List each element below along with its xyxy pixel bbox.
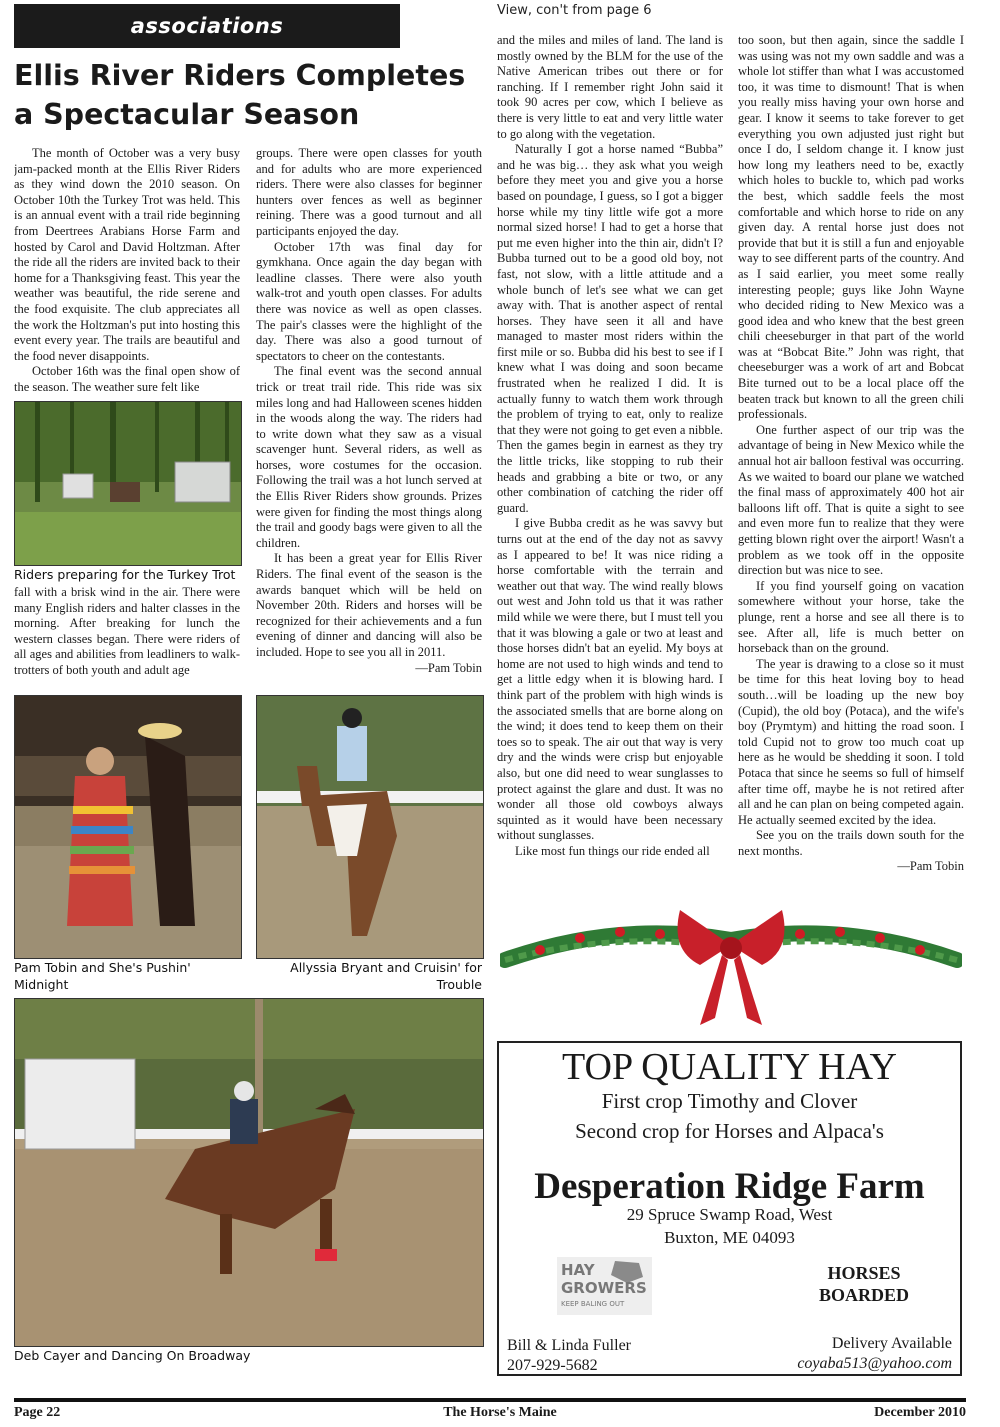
paragraph: fall with a brisk wind in the air. There were many English riders and halter classes in the morning. After breaking for lunch the western classes began. There were riders of all ages and abilities from leadliners to walk-trotters of both youth and adult age (14, 585, 240, 677)
ad-owners: Bill & Linda Fuller (507, 1337, 631, 1354)
article-headline: Ellis River Riders Completes a Spectacular Season (14, 59, 466, 131)
ad-email[interactable]: coyaba513@yahoo.com (797, 1355, 952, 1372)
ad-address-1: 29 Spruce Swamp Road, West (626, 1205, 833, 1224)
paragraph: groups. There were open classes for youth and for adults who are more experienced riders. There were also classes for beginner hunters over fences as well as beginner reining. There was a good turnout and all participants enjoyed the day. (256, 146, 482, 238)
caption-pam-tobin: Pam Tobin and She's Pushin' Midnight (14, 960, 191, 992)
hay-growers-logo (557, 1257, 652, 1315)
hay-advertisement (497, 1041, 962, 1376)
footer-date: December 2010 (874, 1405, 966, 1420)
caption-allyssia-bryant: Allyssia Bryant and Cruisin' for Trouble (290, 960, 482, 992)
paragraph: and the miles and miles of land. The land is mostly owned by the BLM for the use of the Native American tribes out there or for ranching. If I remember right John said it took 90 acres per cow, which I believe as there is very little to eat and very little water to go along with the vegetation. (497, 33, 723, 141)
paragraph: too soon, but then again, since the saddle I was using was not my own saddle and was a whole lot stiffer than what I was accustomed too, it was time to dismount! That is when you really miss having your own horse and gear. I know it seems to take forever to get everything you own adjusted just right but once I do, I seldom change it. I know just how long my leathers need to be, exactly which holes to buckle to, which pad works the best, which saddle feels the most comfortable and which horse to ride on any given day. A rental horse just does not provide that but it is still a fun and enjoyable way to see different parts of the country. And as I said earlier, you meet some really interesting people; guys like John Wayne who decided riding to New Mexico was a good idea and who knew that the best green chili cheeseburger in that part of the world was at “Bobcat Bite.” John was right, that cheeseburger was a work of art and Bobcat Bite turned out to be a local place off the beaten track but known to all the green chili professionals. (738, 33, 964, 422)
signature: —Pam Tobin (897, 859, 964, 871)
logo-tagline: KEEP BALING OUT (561, 1300, 625, 1308)
ad-address-2: Buxton, ME 04093 (664, 1228, 795, 1247)
ad-line-1: First crop Timothy and Clover (601, 1089, 858, 1113)
footer-rule (14, 1398, 966, 1402)
holiday-garland-graphic (500, 900, 962, 1030)
paragraph: The year is drawing to a close so it must be time for this heat loving boy to head south…will be loading up the new boy (Cupid), the old boy (Potaca), and the wife's boy (Prymtym) and hitting the road soon. I told Cupid not to grow too much coat up here as he would be shedding it soon. I told Potaca that since he seems so full of himself after time off, maybe he is not retired after all and he can plan on being competed again. He actually seemed excited by the idea. (738, 656, 964, 827)
paragraph: If you find yourself going on vacation somewhere without your horse, take the plunge, rent a horse and see all there is to see. After all, life is much better on horseback than on the ground. (738, 578, 964, 656)
paragraph: Like most fun things our ride ended all (515, 843, 710, 858)
paragraph: Naturally I got a horse named “Bubba” and he was big… they ask what you weigh before they meet you and give you a horse based on poundage, I guess, so I got a bigger horse while my tiny little wife got a more normal sized horse! I had to get a horse that put me even higher into the thin air, didn't I? Bubba turned out to be a good old boy, not fast, not slow, with a little attitude and a whole bunch of let's see what we can get away with. That is another aspect of rental horses. They have seen it all and have managed to master most riders within the first mile or so. Bubba did his best to see if I knew what I was doing and soon became frustrated when he realized I did. It is actually funny to watch them work through the problem of trying to eat, only to realize that they were not going to get even a nibble. Then the games begin in earnest as they try the little tricks, like stopping to rub their heads and grabbing a bite or two, or any other combination of catching the rider off guard. (497, 142, 723, 515)
footer-page-number: Page 22 (14, 1405, 61, 1420)
photo-pam-tobin (14, 695, 242, 959)
continued-note: View, con't from page 6 (497, 3, 652, 18)
footer-publication: The Horse's Maine (443, 1405, 557, 1420)
article1-column1 (14, 146, 240, 396)
article1-column1-cont (14, 585, 240, 683)
article2-column4 (738, 33, 964, 871)
section-label: associations (14, 4, 400, 48)
paragraph: See you on the trails down south for the next months. (738, 828, 964, 858)
ad-delivery: Delivery Available (831, 1335, 952, 1352)
photo-deb-cayer (14, 998, 484, 1347)
paragraph: One further aspect of our trip was the advantage of being in New Mexico while the annual hot air balloon festival was occurring. As we waited to board our plane we watched the final mass of approximately 400 hot air balloons lift off. That is quite a sight to see and even more fun to realize that they were getting blown right over the airport! Wasn't a problem as we took off in the opposite direction but was nice to see. (738, 422, 964, 578)
ad-farm-name: Desperation Ridge Farm (534, 1166, 925, 1207)
paragraph: It has been a great year for Ellis River Riders. The final event of the season is the awards banquet which will be held on November 20th. Riders and horses will be recognized for their achievements and a fun evening of dinner and dancing will also be included. Hope to see you all in 2011. (256, 551, 482, 659)
article1-column2 (256, 146, 482, 686)
ad-headline: TOP QUALITY HAY (562, 1046, 897, 1088)
ad-line-2: Second crop for Horses and Alpaca's (575, 1119, 884, 1143)
signature: —Pam Tobin (415, 660, 482, 675)
paragraph: The final event was the second annual trick or treat trail ride. This ride was six miles long and had Halloween scenes hidden in the woods along the way. The riders had to write down what they saw as a visual scavenger hunt. Several riders, as well as horses, wore costumes for the occasion. Following the trail was a hot lunch served at the Ellis River Riders show grounds. Prizes were given for finding the most things along the trail and goody bags were given to all the children. (256, 364, 482, 550)
photo-turkey-trot (14, 401, 242, 566)
logo-growers: GROWERS (561, 1279, 647, 1297)
caption-deb-cayer: Deb Cayer and Dancing On Broadway (14, 1348, 251, 1363)
photo-allyssia-bryant (256, 695, 484, 959)
paragraph: The month of October was a very busy jam-packed month at the Ellis River Riders as they wind down the 2010 season. On October 10th the Turkey Trot was held. This is an annual event with a trail ride beginning from Deertrees Arabians Horse Farm and hosted by Carol and David Holtzman. After the ride all the riders are invited back to their home for a Thanksgiving feast. This year the weather was beautiful, the ride serene and the food exquisite. The club appreciates all the work the Holtzman's put into hosting this event every year. The trails are beautiful and the food never disappoints. (14, 146, 240, 363)
ad-horses: HORSES (827, 1263, 901, 1283)
paragraph: October 16th was the final open show of the season. The weather sure felt like (14, 364, 240, 394)
article2-column3 (497, 33, 723, 871)
paragraph: I give Bubba credit as he was savvy but turns out at the end of the day not as savvy as I appeared to be! It was nice riding a horse comfortable with the terrain and weather out that way. The wind really blows out west and John told us that it was rather mild while we were there, but I must tell you that it was blowing a gale or two at least and those horses didn't bat an eyelid. My boys at home are not used to high winds and tend to get a little edgy when it is blowing hard. I think part of the problem with high winds is the associated smells that are borne along on the wind; it does tend to keep them on their toes so to speak. The air out that way is very dry and the winds were crisp but enjoyable also, but one did need to wear sunglasses to protect against the glare and dust. It was no wonder all those old cowboys always squinted as it would have been necessary without sunglasses. (497, 516, 723, 843)
caption-turkey-trot: Riders preparing for the Turkey Trot (14, 567, 236, 582)
ad-phone: 207-929-5682 (507, 1357, 598, 1374)
ad-boarded: BOARDED (818, 1285, 909, 1305)
logo-hay: HAY (561, 1261, 595, 1279)
paragraph: October 17th was final day for gymkhana. Once again the day began with leadline classes. There were also youth walk-trot and youth open classes. For adults there was novice as well as open classes. The pair's classes were the highlight of the day. There was also a good turnout of spectators to cheer on the contestants. (256, 239, 482, 363)
